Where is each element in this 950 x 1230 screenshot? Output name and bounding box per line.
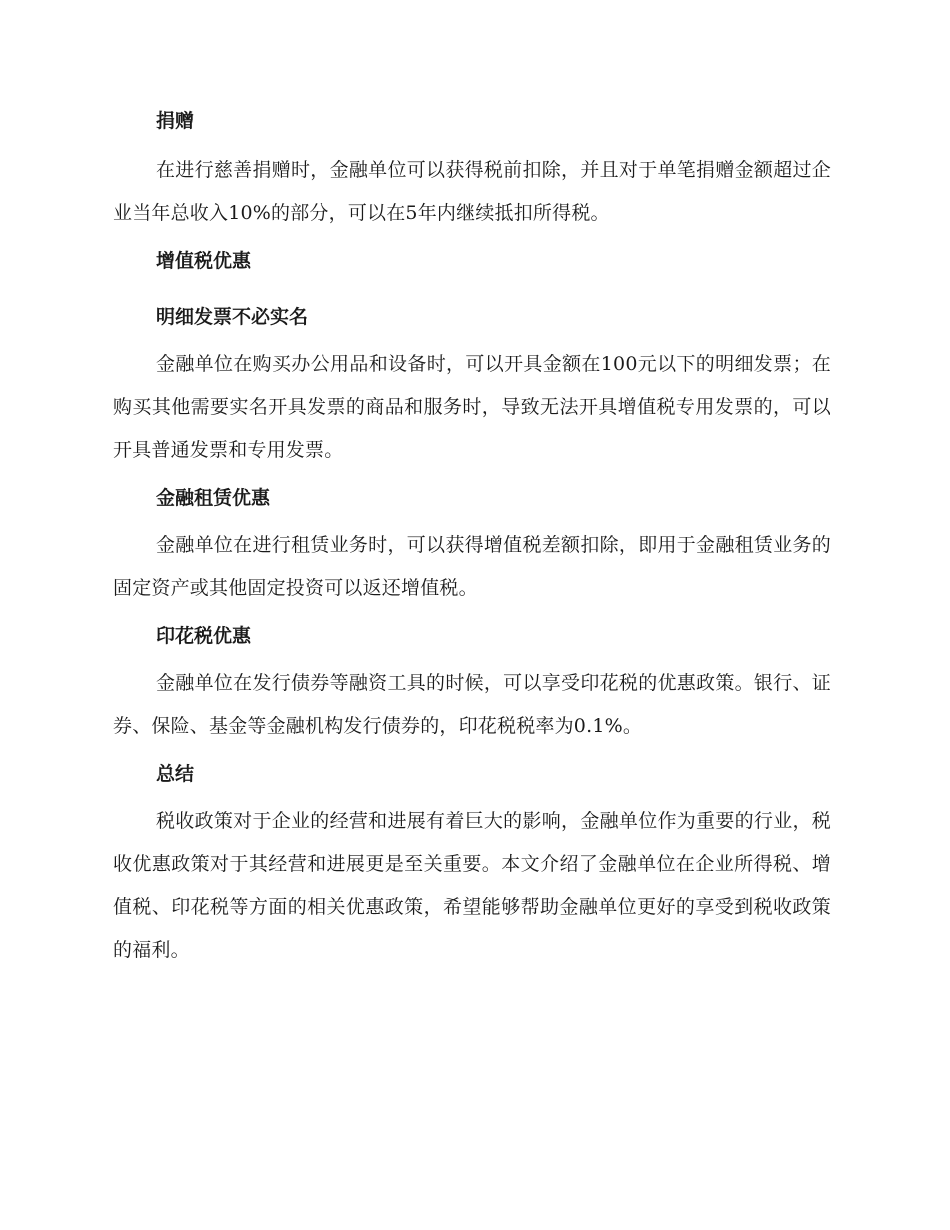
section-heading: 增值税优惠: [156, 250, 252, 272]
section-summary: [113, 759, 831, 972]
section-heading: 印花税优惠: [156, 625, 252, 647]
section-paragraph: 税收政策对于企业的经营和进展有着巨大的影响，金融单位作为重要的行业，税收优惠政策对于其经营和进展更是至关重要。本文介绍了金融单位在企业所得税、增值税、印花税等方面的相关优惠政策，希望能够帮助金融单位更好的享受到税收政策的福利。: [113, 810, 831, 961]
section-vat-preference: [113, 246, 831, 276]
section-paragraph: 金融单位在进行租赁业务时，可以获得增值税差额扣除，即用于金融租赁业务的固定资产或其他固定投资可以返还增值税。: [113, 534, 831, 599]
section-detail-invoice: [113, 302, 831, 472]
document-body: [113, 106, 831, 972]
section-paragraph: 金融单位在购买办公用品和设备时，可以开具金额在100元以下的明细发票；在购买其他需要实名开具发票的商品和服务时，导致无法开具增值税专用发票的，可以开具普通发票和专用发票。: [113, 353, 831, 461]
section-heading: 捐赠: [156, 110, 195, 132]
section-heading: 金融租赁优惠: [156, 487, 271, 509]
section-heading: 明细发票不必实名: [156, 306, 309, 328]
section-stamp-tax: [113, 621, 831, 748]
section-paragraph: 在进行慈善捐赠时，金融单位可以获得税前扣除，并且对于单笔捐赠金额超过企业当年总收入10%的部分，可以在5年内继续抵扣所得税。: [113, 159, 831, 224]
section-paragraph: 金融单位在发行债券等融资工具的时候，可以享受印花税的优惠政策。银行、证券、保险、基金等金融机构发行债券的，印花税税率为0.1%。: [113, 672, 831, 737]
section-heading: 总结: [156, 763, 195, 785]
section-donation: [113, 106, 831, 235]
section-financial-leasing: [113, 483, 831, 610]
